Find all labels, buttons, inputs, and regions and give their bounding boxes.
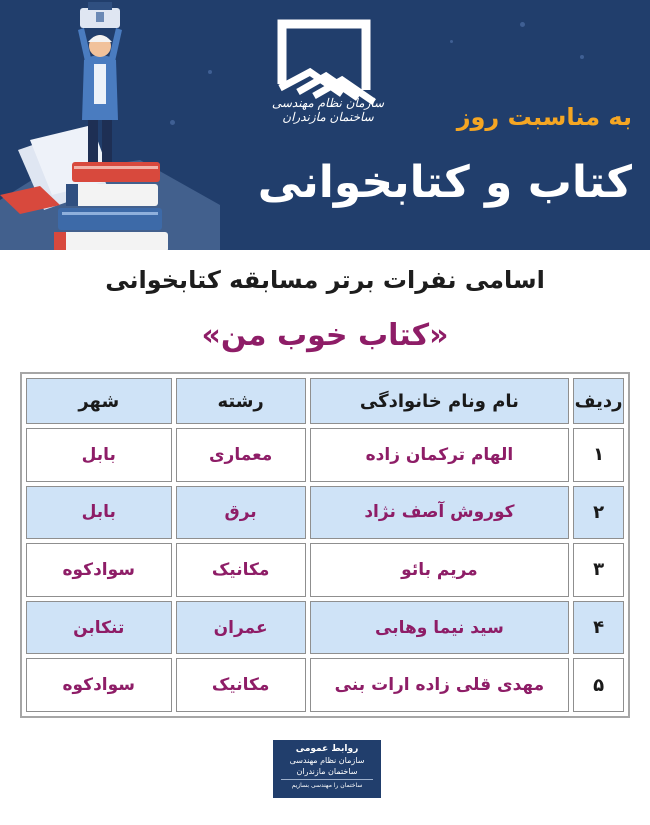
winner-field: عمران — [176, 601, 306, 655]
column-header-field: رشته — [176, 378, 306, 424]
winner-city: تنکابن — [26, 601, 172, 655]
row-number: ۲ — [573, 486, 624, 540]
table-row — [26, 601, 624, 655]
banner-divider — [0, 250, 650, 256]
banner-title: کتاب و کتابخوانی — [257, 157, 632, 208]
winner-field: مکانیک — [176, 543, 306, 597]
winner-city: بابل — [26, 428, 172, 482]
winner-name: الهام ترکمان زاده — [310, 428, 569, 482]
table-row — [26, 658, 624, 712]
row-number: ۳ — [573, 543, 624, 597]
organization-name: سازمان نظام مهندسی ساختمان مازندران — [271, 96, 385, 124]
winner-field: معماری — [176, 428, 306, 482]
occasion-text: به مناسبت روز — [456, 103, 632, 131]
table-row — [26, 428, 624, 482]
winner-city: بابل — [26, 486, 172, 540]
winner-name: مهدی قلی زاده ارات بنی — [310, 658, 569, 712]
public-relations-badge — [273, 740, 381, 798]
column-header-name: نام ونام خانوادگی — [310, 378, 569, 424]
row-number: ۴ — [573, 601, 624, 655]
winner-name: کوروش آصف نژاد — [310, 486, 569, 540]
winner-city: سوادکوه — [26, 658, 172, 712]
badge-line-2: سازمان نظام مهندسی — [289, 756, 365, 765]
winner-field: برق — [176, 486, 306, 540]
contest-name: «کتاب خوب من» — [201, 318, 449, 353]
column-header-city: شهر — [26, 378, 172, 424]
page-subtitle: اسامی نفرات برتر مسابقه کتابخوانی — [105, 266, 545, 294]
winner-name: مریم بائو — [310, 543, 569, 597]
column-header-row: ردیف — [573, 378, 624, 424]
badge-line-3: ساختمان مازندران — [296, 767, 358, 776]
winner-field: مکانیک — [176, 658, 306, 712]
winner-city: سوادکوه — [26, 543, 172, 597]
row-number: ۵ — [573, 658, 624, 712]
row-number: ۱ — [573, 428, 624, 482]
winner-name: سید نیما وهابی — [310, 601, 569, 655]
book-stack-illustration — [0, 0, 240, 255]
badge-line-1: روابط عمومی — [295, 744, 359, 754]
badge-slogan: ساختمان را مهندسی بسازیم — [281, 779, 373, 790]
header-banner — [0, 0, 650, 255]
winners-table — [20, 372, 630, 718]
table-row — [26, 486, 624, 540]
table-row — [26, 543, 624, 597]
table-header-row — [26, 378, 624, 424]
